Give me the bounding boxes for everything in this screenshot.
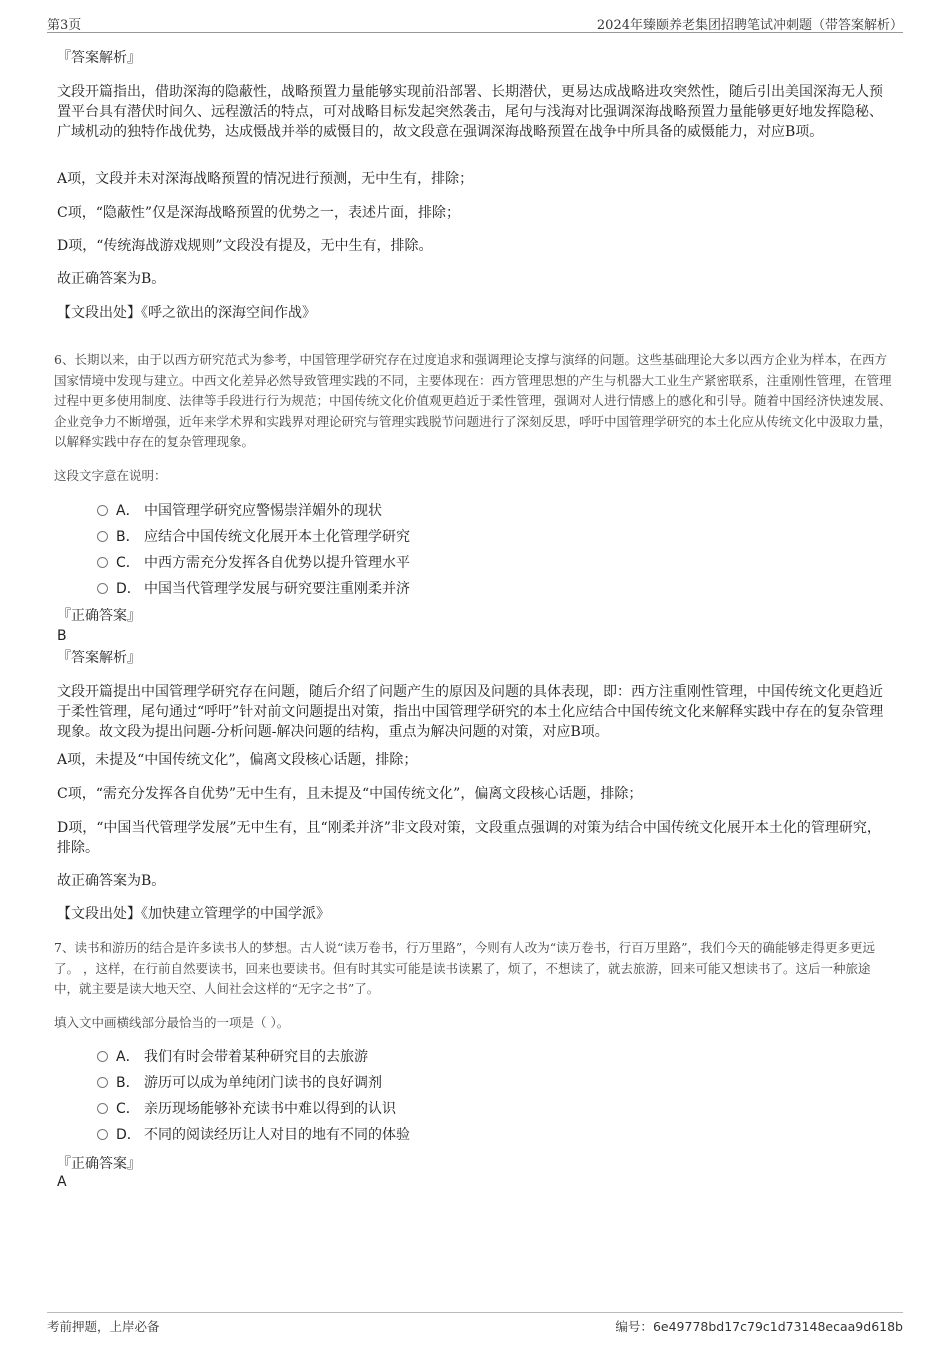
radio-icon[interactable] (97, 583, 108, 594)
answer-value: A (57, 1174, 67, 1190)
analysis-label: 『答案解析』 (57, 650, 141, 666)
conclusion: 故正确答案为B。 (57, 271, 166, 287)
option-b[interactable]: B． 游历可以成为单纯闭门读书的良好调剂 (97, 1073, 382, 1093)
answer-value: B (57, 628, 67, 644)
analysis-note-a: A项，文段并未对深海战略预置的情况进行预测，无中生有，排除； (57, 171, 474, 187)
document-title: 2024年臻颐养老集团招聘笔试冲刺题（带答案解析） (596, 18, 903, 33)
radio-icon[interactable] (97, 1077, 108, 1088)
question-stem: 6、长期以来，由于以西方研究范式为参考，中国管理学研究存在过度追求和强调理论支撑与演绎的问题。这些基础理论大多以西方企业为样本，在西方国家情境中发现与建立。中西文化差异必然导致管理实践的不同，主要体现在：西方管理思想的产生与机器大工业生产紧密联系，注重刚性管理，在管理过程中更多使用制度、法律等手段进行行为规范；中国传统文化价值观更趋近于柔性管理，强调对人进行情感上的感化和引导。随着中国经济快速发展、企业竞争力不断增强，近年来学术界和实践界对理论研究与管理实践脱节问题进行了深刻反思，呼吁中国管理学研究的本土化应从传统文化中汲取力量，以解释实践中存在的复杂管理现象。 (54, 352, 892, 450)
radio-icon[interactable] (97, 557, 108, 568)
option-c[interactable]: C． 亲历现场能够补充读书中难以得到的认识 (97, 1099, 396, 1119)
radio-icon[interactable] (97, 1103, 108, 1114)
footer-slogan: 考前押题，上岸必备 (47, 1319, 160, 1334)
option-b[interactable]: B． 应结合中国传统文化展开本土化管理学研究 (97, 527, 410, 547)
radio-icon[interactable] (97, 1129, 108, 1140)
source: 【文段出处】《加快建立管理学的中国学派》 (57, 906, 330, 922)
page-number: 第3页 (47, 18, 82, 33)
analysis-text: 文段开篇指出，借助深海的隐蔽性，战略预置力量能够实现前沿部署、长期潜伏，更易达成战略进攻突然性，随后引出美国深海无人预置平台具有潜伏时间久、远程激活的特点，可对战略目标发起突然袭击，尾句与浅海对比强调深海战略预置力量能够更好地发挥隐秘、广域机动的独特作战优势，达成慑战并举的威慑目的，故文段意在强调深海战略预置在战争中所具备的威慑能力，对应B项。 (57, 84, 883, 140)
option-a[interactable]: A． 中国管理学研究应警惕崇洋媚外的现状 (97, 501, 382, 521)
source: 【文段出处】《呼之欲出的深海空间作战》 (57, 305, 316, 321)
radio-icon[interactable] (97, 1051, 108, 1062)
analysis-text: 文段开篇提出中国管理学研究存在问题，随后介绍了问题产生的原因及问题的具体表现，即：西方注重刚性管理，中国传统文化更趋近于柔性管理，尾句通过“呼吁”针对前文问题提出对策，指出中国管理学研究的本土化应结合中国传统文化来解释实践中存在的复杂管理现象。故文段为提出问题-分析问题-解决问题的结构，重点为解决问题的对策，对应B项。 (57, 684, 884, 740)
analysis-label: 『答案解析』 (57, 50, 141, 66)
option-d[interactable]: D． 不同的阅读经历让人对目的地有不同的体验 (97, 1125, 410, 1145)
question-prompt: 填入文中画横线部分最恰当的一项是（ ）。 (54, 1015, 290, 1030)
question-prompt: 这段文字意在说明： (54, 468, 167, 483)
analysis-note-c: C项，“需充分发挥各自优势”无中生有，且未提及“中国传统文化”，偏离文段核心话题，排除； (57, 786, 643, 802)
option-d[interactable]: D． 中国当代管理学发展与研究要注重刚柔并济 (97, 579, 410, 599)
analysis-note-a: A项，未提及“中国传统文化”，偏离文段核心话题，排除； (57, 752, 418, 768)
question-stem: 7、读书和游历的结合是许多读书人的梦想。古人说“读万卷书，行万里路”，今则有人改为“读万卷书，行百万里路”，我们今天的确能够走得更多更远了。 ，这样，在行前自然要读书，回来也要读书。但有时其实可能是读书读累了，烦了，不想读了，就去旅游，回来可能又想读书了。这后一种旅途中，就主要是读大地天空、人间社会这样的“无字之书”了。 (54, 940, 876, 997)
answer-label: 『正确答案』 (57, 608, 141, 624)
analysis-note-d: D项，“传统海战游戏规则”文段没有提及，无中生有，排除。 (57, 238, 433, 254)
page-footer (47, 1312, 903, 1335)
conclusion: 故正确答案为B。 (57, 873, 166, 889)
document-code: 编号：6e49778bd17c79c1d73148ecaa9d618b (615, 1319, 903, 1334)
analysis-note-d: D项，“中国当代管理学发展”无中生有，且“刚柔并济”非文段对策，文段重点强调的对策为结合中国传统文化展开本土化的管理研究，排除。 (57, 820, 881, 856)
radio-icon[interactable] (97, 505, 108, 516)
answer-label: 『正确答案』 (57, 1156, 141, 1172)
analysis-note-c: C项，“隐蔽性”仅是深海战略预置的优势之一，表述片面，排除； (57, 205, 461, 221)
option-c[interactable]: C． 中西方需充分发挥各自优势以提升管理水平 (97, 553, 410, 573)
page-header (47, 12, 903, 33)
radio-icon[interactable] (97, 531, 108, 542)
option-a[interactable]: A． 我们有时会带着某种研究目的去旅游 (97, 1047, 368, 1067)
